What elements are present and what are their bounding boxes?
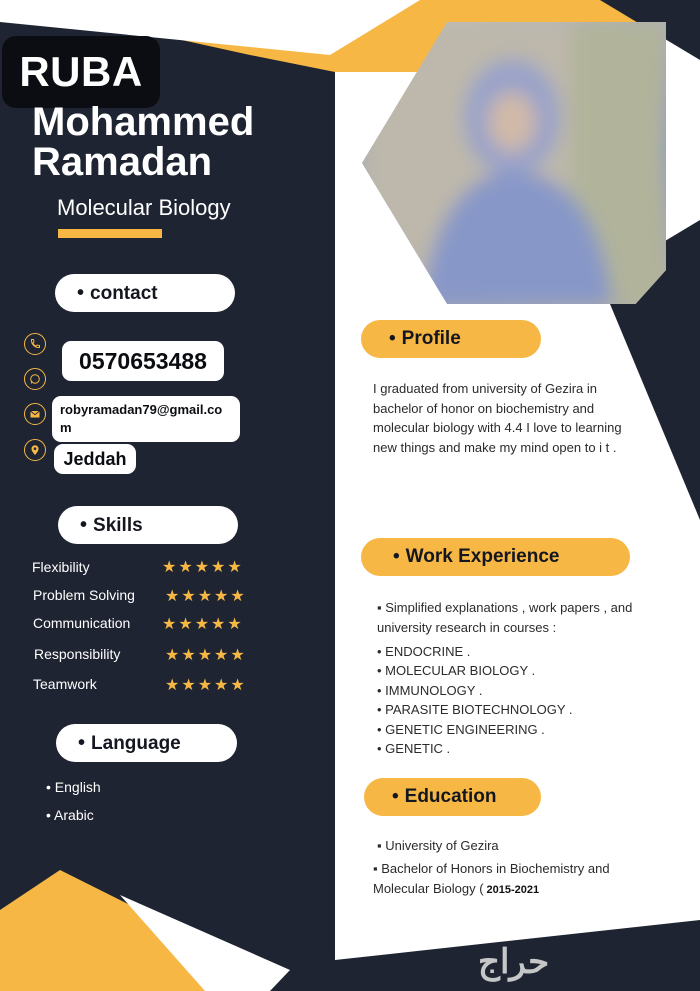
- skills-heading: • Skills: [58, 506, 238, 544]
- education-heading-label: Education: [404, 786, 497, 807]
- skill-name: Problem Solving: [33, 587, 135, 603]
- skill-name: Responsibility: [34, 646, 121, 662]
- skill-rating: ★★★★★: [162, 616, 244, 633]
- skill-name: Flexibility: [32, 559, 90, 575]
- contact-heading: • contact: [55, 274, 235, 312]
- language-heading: • Language: [56, 724, 237, 762]
- work-course: • ENDOCRINE .: [377, 644, 471, 659]
- language-item: • English: [46, 779, 101, 795]
- profile-heading-label: Profile: [401, 328, 461, 349]
- first-name: RUBA: [2, 36, 160, 108]
- work-intro: ▪ Simplified explanations , work papers , and university research in courses :: [377, 600, 633, 635]
- education-degree: [373, 859, 633, 900]
- work-course: • PARASITE BIOTECHNOLOGY .: [377, 702, 573, 717]
- work-course: • GENETIC ENGINEERING .: [377, 722, 545, 737]
- skill-name: Communication: [33, 615, 131, 631]
- language-item: • Arabic: [46, 807, 94, 823]
- whatsapp-icon: [24, 368, 46, 390]
- education-university: ▪ University of Gezira: [377, 838, 499, 853]
- skill-rating: ★★★★★: [165, 647, 247, 664]
- work-course: • IMMUNOLOGY .: [377, 683, 483, 698]
- contact-heading-label: contact: [90, 283, 158, 304]
- profile-heading: • Profile: [361, 320, 541, 358]
- work-course: • GENETIC .: [377, 741, 451, 756]
- skill-name: Teamwork: [33, 676, 97, 692]
- skills-heading-label: Skills: [93, 515, 143, 536]
- skill-rating: ★★★★★: [165, 677, 247, 694]
- skill-rating: ★★★★★: [162, 559, 244, 576]
- phone-number[interactable]: 0570653488: [62, 341, 224, 381]
- watermark: حراج: [478, 943, 550, 981]
- skill-rating: ★★★★★: [165, 588, 247, 605]
- city: Jeddah: [54, 444, 136, 474]
- language-heading-label: Language: [91, 733, 181, 754]
- email-address[interactable]: robyramadan79@gmail.com: [52, 396, 240, 442]
- last-name: Ramadan: [32, 140, 213, 184]
- location-icon: [24, 439, 46, 461]
- title-underline: [58, 229, 162, 238]
- education-degree-text: ▪ Bachelor of Honors in Biochemistry and Molecular Biology (: [373, 861, 610, 896]
- middle-name: Mohammed: [32, 100, 255, 144]
- work-heading-label: Work Experience: [405, 546, 560, 567]
- work-heading: • Work Experience: [361, 538, 630, 576]
- full-name: [32, 102, 332, 182]
- work-course: • MOLECULAR BIOLOGY .: [377, 663, 536, 678]
- education-years: 2015-2021: [484, 884, 543, 896]
- email-icon: [24, 403, 46, 425]
- job-title: Molecular Biology: [57, 195, 231, 220]
- phone-icon: [24, 333, 46, 355]
- education-heading: • Education: [364, 778, 541, 816]
- profile-text: I graduated from university of Gezira in bachelor of honor on biochemistry and molecular biology with 4.4 I love to learning new things and make my mind open to i t .: [373, 381, 622, 455]
